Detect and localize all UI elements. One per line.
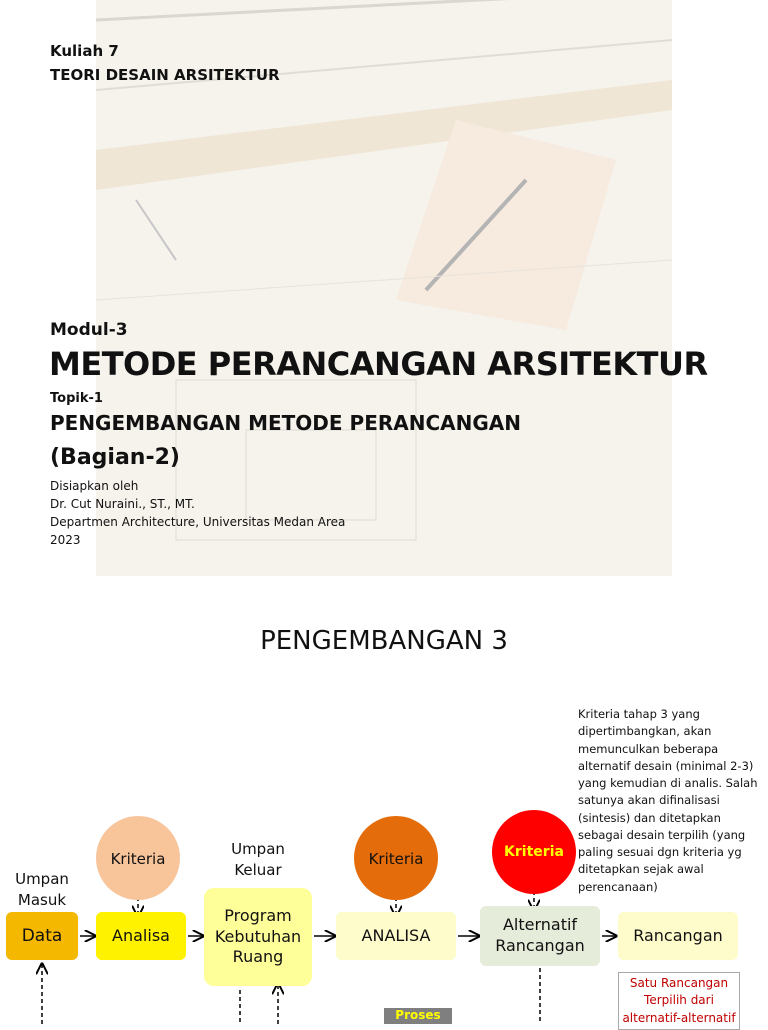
kriteria-circle-1: Kriteria — [96, 816, 180, 900]
author: Dr. Cut Nuraini., ST., MT. — [50, 497, 195, 511]
architect-drawing-photo — [96, 0, 672, 576]
proses-label: Proses — [384, 1008, 452, 1024]
selected-note: Satu Rancangan Terpilih dari alternatif-alternatif — [618, 972, 740, 1030]
node-rancangan: Rancangan — [618, 912, 738, 960]
node-analisa: Analisa — [96, 912, 186, 960]
node-data: Data — [6, 912, 78, 960]
slide-title: PENGEMBANGAN 3 — [260, 626, 508, 656]
topic-label: Topik-1 — [50, 391, 103, 406]
prepared-by: Disiapkan oleh — [50, 479, 139, 493]
node-program: Program Kebutuhan Ruang — [204, 888, 312, 986]
course-title: TEORI DESAIN ARSITEKTUR — [50, 66, 280, 84]
umpan-keluar-label: Umpan Keluar — [231, 840, 285, 879]
department: Departmen Architecture, Universitas Medan Area — [50, 515, 346, 529]
course-number: Kuliah 7 — [50, 42, 119, 60]
umpan-masuk-label: Umpan Masuk — [15, 870, 69, 909]
year: 2023 — [50, 533, 81, 547]
module-label: Modul-3 — [50, 320, 128, 340]
page-title: METODE PERANCANGAN ARSITEKTUR — [49, 345, 708, 383]
topic-title: PENGEMBANGAN METODE PERANCANGAN — [50, 411, 521, 435]
kriteria-circle-2: Kriteria — [354, 816, 438, 900]
criteria-note: Kriteria tahap 3 yang dipertimbangkan, akan memunculkan beberapa alternatif desain (minimal 2-3) yang kemudian di analis. Salah satunya akan difinalisasi (sintesis) dan ditetapkan sebagai desain terpilih (yang paling sesuai dgn kriteria yg ditetapkan sejak awal perencanaan) — [578, 707, 758, 894]
diagram-slide — [0, 590, 768, 1024]
node-analisa2: ANALISA — [336, 912, 456, 960]
node-alternatif: Alternatif Rancangan — [480, 906, 600, 966]
part-label: (Bagian-2) — [50, 445, 180, 470]
kriteria-circle-3: Kriteria — [492, 810, 576, 894]
